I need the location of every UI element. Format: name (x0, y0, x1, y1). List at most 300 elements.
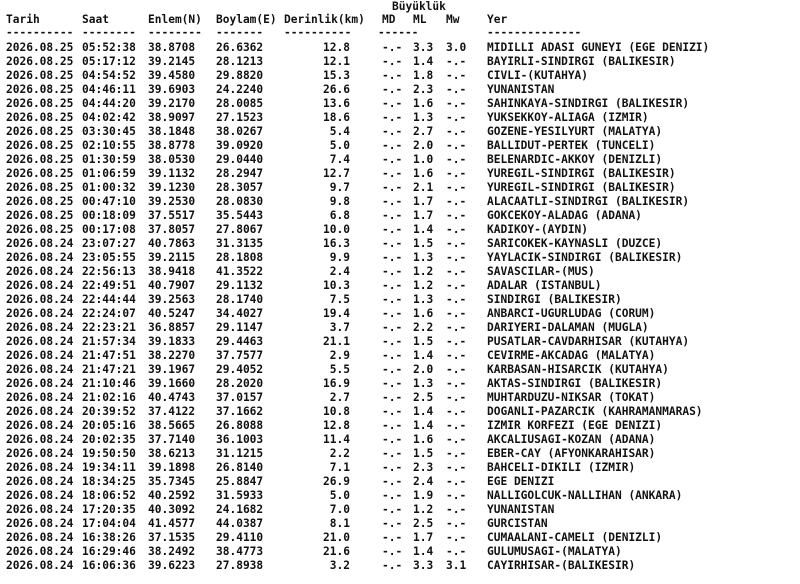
table-row (0, 223, 800, 237)
event-longitude: 26.8088 (216, 419, 264, 432)
event-time: 21:02:16 (82, 391, 136, 404)
table-row (0, 475, 800, 489)
event-place: CIVLI-(KUTAHYA) (487, 69, 589, 82)
event-depth-cell (284, 489, 350, 503)
event-ml: 1.4 (413, 223, 434, 236)
event-depth-cell (284, 447, 350, 461)
event-time: 04:02:42 (82, 111, 136, 124)
event-depth: 12.7 (323, 167, 350, 180)
event-longitude: 28.1808 (216, 251, 264, 264)
event-latitude: 38.8708 (148, 41, 196, 54)
event-ml: 1.2 (413, 265, 434, 278)
event-latitude: 40.7863 (148, 237, 196, 250)
event-place: YUKSEKKOY-ALIAGA (IZMIR) (487, 111, 649, 124)
event-place: YUREGIL-SINDIRGI (BALIKESIR) (487, 181, 676, 194)
event-latitude: 36.8857 (148, 321, 196, 334)
event-depth: 6.8 (329, 209, 350, 222)
event-mw: -.- (446, 363, 467, 376)
event-md: -.- (382, 335, 403, 348)
table-row (0, 195, 800, 209)
event-depth-cell (284, 559, 350, 573)
table-row (0, 307, 800, 321)
event-mw: -.- (446, 69, 467, 82)
table-row (0, 293, 800, 307)
event-mw: -.- (446, 321, 467, 334)
event-latitude: 37.8057 (148, 223, 196, 236)
event-depth: 5.0 (329, 139, 350, 152)
magnitude-group-header: Büyüklük (392, 0, 446, 13)
event-date: 2026.08.25 (6, 97, 74, 110)
event-date: 2026.08.24 (6, 503, 74, 516)
event-depth: 26.6 (323, 83, 350, 96)
event-time: 23:07:27 (82, 237, 136, 250)
event-depth-cell (284, 433, 350, 447)
event-place: AKTAS-SINDIRGI (BALIKESIR) (487, 377, 663, 390)
event-depth: 7.1 (329, 461, 350, 474)
event-ml: 1.5 (413, 335, 434, 348)
event-depth: 21.0 (323, 531, 350, 544)
event-ml: 1.5 (413, 237, 434, 250)
event-latitude: 39.2115 (148, 251, 196, 264)
event-depth: 2.4 (329, 265, 350, 278)
event-depth-cell (284, 41, 350, 55)
event-depth-cell (284, 265, 350, 279)
event-place: DOGANLI-PAZARCIK (KAHRAMANMARAS) (487, 405, 703, 418)
event-ml: 2.5 (413, 517, 434, 530)
event-time: 04:54:52 (82, 69, 136, 82)
event-md: -.- (382, 195, 403, 208)
magnitude-group-header-line (0, 0, 800, 14)
event-md: -.- (382, 559, 403, 572)
event-place: AKCALIUSAGI-KOZAN (ADANA) (487, 433, 656, 446)
event-place: CUMAALANI-CAMELI (DENIZLI) (487, 531, 663, 544)
event-ml: 1.6 (413, 307, 434, 320)
event-ml: 2.5 (413, 391, 434, 404)
event-depth-cell (284, 181, 350, 195)
event-time: 01:06:59 (82, 167, 136, 180)
event-date: 2026.08.24 (6, 405, 74, 418)
event-mw: -.- (446, 167, 467, 180)
event-date: 2026.08.25 (6, 111, 74, 124)
event-time: 16:38:26 (82, 531, 136, 544)
event-depth: 5.5 (329, 363, 350, 376)
event-depth-cell (284, 377, 350, 391)
event-md: -.- (382, 139, 403, 152)
event-md: -.- (382, 461, 403, 474)
event-md: -.- (382, 391, 403, 404)
event-ml: 2.1 (413, 181, 434, 194)
table-row (0, 237, 800, 251)
column-header-row (0, 13, 800, 27)
event-ml: 1.7 (413, 209, 434, 222)
separator-longitude: ------- (216, 26, 264, 39)
event-mw: -.- (446, 97, 467, 110)
event-ml: 1.4 (413, 419, 434, 432)
event-longitude: 37.1662 (216, 405, 264, 418)
table-row (0, 41, 800, 55)
event-ml: 1.4 (413, 405, 434, 418)
event-date: 2026.08.25 (6, 125, 74, 138)
event-depth-cell (284, 307, 350, 321)
event-date: 2026.08.25 (6, 153, 74, 166)
event-date: 2026.08.24 (6, 349, 74, 362)
event-ml: 1.7 (413, 195, 434, 208)
event-depth-cell (284, 223, 350, 237)
event-longitude: 41.3522 (216, 265, 264, 278)
event-time: 05:17:12 (82, 55, 136, 68)
event-time: 03:30:45 (82, 125, 136, 138)
table-row (0, 545, 800, 559)
event-date: 2026.08.24 (6, 265, 74, 278)
event-mw: -.- (446, 139, 467, 152)
event-longitude: 25.8847 (216, 475, 264, 488)
event-date: 2026.08.25 (6, 41, 74, 54)
event-date: 2026.08.24 (6, 559, 74, 572)
event-mw: 3.1 (446, 559, 467, 572)
event-md: -.- (382, 405, 403, 418)
header-md: MD (382, 13, 396, 26)
event-longitude: 37.7577 (216, 349, 264, 362)
event-time: 01:00:32 (82, 181, 136, 194)
event-place: EBER-CAY (AFYONKARAHISAR) (487, 447, 656, 460)
event-md: -.- (382, 83, 403, 96)
event-depth: 7.5 (329, 293, 350, 306)
event-md: -.- (382, 433, 403, 446)
event-depth: 2.2 (329, 447, 350, 460)
event-latitude: 38.1848 (148, 125, 196, 138)
event-longitude: 39.0920 (216, 139, 264, 152)
event-place: MIDILLI ADASI GUNEYI (EGE DENIZI) (487, 41, 710, 54)
event-place: SINDIRGI (BALIKESIR) (487, 293, 622, 306)
event-depth-cell (284, 419, 350, 433)
table-row (0, 335, 800, 349)
event-date: 2026.08.24 (6, 475, 74, 488)
separator-place: -------------- (487, 26, 582, 39)
event-time: 02:10:55 (82, 139, 136, 152)
event-time: 20:02:35 (82, 433, 136, 446)
event-latitude: 40.4743 (148, 391, 196, 404)
event-ml: 3.3 (413, 559, 434, 572)
event-latitude: 39.2145 (148, 55, 196, 68)
event-date: 2026.08.24 (6, 335, 74, 348)
event-place: YUNANISTAN (487, 503, 555, 516)
event-longitude: 29.1147 (216, 321, 264, 334)
event-longitude: 24.2240 (216, 83, 264, 96)
event-depth-cell (284, 279, 350, 293)
event-latitude: 37.1535 (148, 531, 196, 544)
event-depth-cell (284, 237, 350, 251)
event-depth: 16.9 (323, 377, 350, 390)
event-time: 18:34:25 (82, 475, 136, 488)
event-longitude: 26.6362 (216, 41, 264, 54)
event-mw: -.- (446, 475, 467, 488)
event-ml: 2.3 (413, 83, 434, 96)
table-row (0, 559, 800, 573)
event-ml: 1.3 (413, 111, 434, 124)
event-depth-cell (284, 139, 350, 153)
event-place: BELENARDIC-AKKOY (DENIZLI) (487, 153, 663, 166)
table-row (0, 69, 800, 83)
event-md: -.- (382, 349, 403, 362)
event-depth: 26.9 (323, 475, 350, 488)
event-depth-cell (284, 153, 350, 167)
event-latitude: 39.2563 (148, 293, 196, 306)
event-longitude: 27.8938 (216, 559, 264, 572)
event-date: 2026.08.24 (6, 293, 74, 306)
event-place: GULUMUSAGI-(MALATYA) (487, 545, 622, 558)
event-longitude: 36.1003 (216, 433, 264, 446)
event-depth: 16.3 (323, 237, 350, 250)
table-row (0, 209, 800, 223)
table-row (0, 391, 800, 405)
event-depth-cell (284, 405, 350, 419)
event-place: YUREGIL-SINDIRGI (BALIKESIR) (487, 167, 676, 180)
table-row (0, 447, 800, 461)
event-depth-cell (284, 293, 350, 307)
event-longitude: 27.1523 (216, 111, 264, 124)
event-ml: 1.4 (413, 55, 434, 68)
event-mw: -.- (446, 433, 467, 446)
event-place: KADIKOY-(AYDIN) (487, 223, 589, 236)
event-ml: 1.6 (413, 97, 434, 110)
event-longitude: 29.8820 (216, 69, 264, 82)
header-ml: ML (413, 13, 427, 26)
event-latitude: 39.1898 (148, 461, 196, 474)
event-time: 22:24:07 (82, 307, 136, 320)
event-longitude: 28.0085 (216, 97, 264, 110)
event-date: 2026.08.24 (6, 251, 74, 264)
event-latitude: 41.4577 (148, 517, 196, 530)
event-depth: 9.8 (329, 195, 350, 208)
event-latitude: 38.5665 (148, 419, 196, 432)
event-mw: -.- (446, 153, 467, 166)
event-longitude: 28.3057 (216, 181, 264, 194)
event-md: -.- (382, 125, 403, 138)
table-row (0, 55, 800, 69)
event-depth-cell (284, 125, 350, 139)
event-place: SARICOKEK-KAYNASLI (DUZCE) (487, 237, 663, 250)
event-mw: -.- (446, 489, 467, 502)
event-longitude: 24.1682 (216, 503, 264, 516)
event-place: NALLIGOLCUK-NALLIHAN (ANKARA) (487, 489, 683, 502)
event-mw: -.- (446, 349, 467, 362)
event-latitude: 39.2170 (148, 97, 196, 110)
event-place: SAVASCILAR-(MUS) (487, 265, 595, 278)
event-md: -.- (382, 545, 403, 558)
event-ml: 1.2 (413, 279, 434, 292)
event-longitude: 29.4052 (216, 363, 264, 376)
event-longitude: 31.3135 (216, 237, 264, 250)
event-date: 2026.08.25 (6, 139, 74, 152)
event-mw: -.- (446, 307, 467, 320)
event-time: 20:05:16 (82, 419, 136, 432)
event-mw: -.- (446, 111, 467, 124)
event-date: 2026.08.24 (6, 279, 74, 292)
event-longitude: 28.2020 (216, 377, 264, 390)
event-ml: 1.3 (413, 251, 434, 264)
event-mw: -.- (446, 447, 467, 460)
separator-depth: ---------- (284, 26, 352, 39)
event-depth-cell (284, 167, 350, 181)
event-time: 21:47:21 (82, 363, 136, 376)
event-date: 2026.08.25 (6, 167, 74, 180)
event-place: DARIYERI-DALAMAN (MUGLA) (487, 321, 649, 334)
event-depth-cell (284, 531, 350, 545)
event-latitude: 40.5247 (148, 307, 196, 320)
event-mw: -.- (446, 335, 467, 348)
event-place: ADALAR (ISTANBUL) (487, 279, 602, 292)
table-row (0, 461, 800, 475)
event-longitude: 34.4027 (216, 307, 264, 320)
event-longitude: 38.4773 (216, 545, 264, 558)
event-date: 2026.08.25 (6, 181, 74, 194)
event-mw: -.- (446, 517, 467, 530)
table-row (0, 139, 800, 153)
table-row (0, 153, 800, 167)
event-ml: 1.6 (413, 167, 434, 180)
event-ml: 1.4 (413, 349, 434, 362)
separator-magnitude: ------ (378, 26, 419, 39)
event-time: 16:06:36 (82, 559, 136, 572)
event-md: -.- (382, 377, 403, 390)
event-ml: 2.7 (413, 125, 434, 138)
event-depth-cell (284, 391, 350, 405)
event-time: 04:46:11 (82, 83, 136, 96)
event-ml: 1.3 (413, 293, 434, 306)
event-date: 2026.08.25 (6, 55, 74, 68)
event-mw: 3.0 (446, 41, 467, 54)
event-latitude: 39.1230 (148, 181, 196, 194)
event-ml: 2.0 (413, 139, 434, 152)
event-date: 2026.08.24 (6, 307, 74, 320)
event-time: 00:17:08 (82, 223, 136, 236)
event-depth-cell (284, 69, 350, 83)
event-mw: -.- (446, 265, 467, 278)
event-mw: -.- (446, 237, 467, 250)
event-md: -.- (382, 55, 403, 68)
event-depth-cell (284, 55, 350, 69)
event-depth: 21.1 (323, 335, 350, 348)
event-depth: 12.1 (323, 55, 350, 68)
event-depth: 9.7 (329, 181, 350, 194)
event-place: BALLIDUT-PERTEK (TUNCELI) (487, 139, 656, 152)
event-longitude: 27.8067 (216, 223, 264, 236)
event-time: 22:49:51 (82, 279, 136, 292)
event-ml: 1.9 (413, 489, 434, 502)
event-longitude: 38.0267 (216, 125, 264, 138)
event-latitude: 38.2492 (148, 545, 196, 558)
event-mw: -.- (446, 195, 467, 208)
event-longitude: 29.4463 (216, 335, 264, 348)
event-ml: 1.2 (413, 503, 434, 516)
event-latitude: 38.6213 (148, 447, 196, 460)
event-mw: -.- (446, 419, 467, 432)
table-row (0, 419, 800, 433)
event-depth: 5.4 (329, 125, 350, 138)
event-md: -.- (382, 181, 403, 194)
event-ml: 2.3 (413, 461, 434, 474)
event-longitude: 35.5443 (216, 209, 264, 222)
event-md: -.- (382, 279, 403, 292)
table-row (0, 265, 800, 279)
event-time: 19:34:11 (82, 461, 136, 474)
event-depth-cell (284, 475, 350, 489)
event-depth: 15.3 (323, 69, 350, 82)
event-longitude: 44.0387 (216, 517, 264, 530)
event-md: -.- (382, 153, 403, 166)
event-latitude: 37.7140 (148, 433, 196, 446)
event-md: -.- (382, 209, 403, 222)
event-longitude: 31.1215 (216, 447, 264, 460)
event-time: 21:10:46 (82, 377, 136, 390)
event-depth-cell (284, 363, 350, 377)
event-latitude: 38.0530 (148, 153, 196, 166)
event-mw: -.- (446, 279, 467, 292)
event-date: 2026.08.25 (6, 209, 74, 222)
event-latitude: 39.6903 (148, 83, 196, 96)
table-row (0, 349, 800, 363)
event-depth-cell (284, 335, 350, 349)
event-time: 20:39:52 (82, 405, 136, 418)
event-latitude: 38.2270 (148, 349, 196, 362)
event-md: -.- (382, 97, 403, 110)
header-separator-row (0, 26, 800, 40)
event-depth: 8.1 (329, 517, 350, 530)
event-md: -.- (382, 321, 403, 334)
event-ml: 3.3 (413, 41, 434, 54)
event-depth-cell (284, 503, 350, 517)
event-date: 2026.08.25 (6, 223, 74, 236)
event-time: 22:56:13 (82, 265, 136, 278)
event-depth-cell (284, 349, 350, 363)
event-longitude: 29.4110 (216, 531, 264, 544)
event-depth: 18.6 (323, 111, 350, 124)
event-depth-cell (284, 209, 350, 223)
event-md: -.- (382, 167, 403, 180)
event-date: 2026.08.24 (6, 489, 74, 502)
event-md: -.- (382, 69, 403, 82)
event-latitude: 37.4122 (148, 405, 196, 418)
event-depth: 13.6 (323, 97, 350, 110)
event-longitude: 37.0157 (216, 391, 264, 404)
table-row (0, 167, 800, 181)
event-longitude: 31.5933 (216, 489, 264, 502)
event-mw: -.- (446, 223, 467, 236)
event-date: 2026.08.24 (6, 545, 74, 558)
event-latitude: 38.9418 (148, 265, 196, 278)
event-time: 17:04:04 (82, 517, 136, 530)
event-place: EGE DENIZI (487, 475, 555, 488)
event-date: 2026.08.24 (6, 321, 74, 334)
event-time: 21:47:51 (82, 349, 136, 362)
event-longitude: 26.8140 (216, 461, 264, 474)
event-latitude: 40.7907 (148, 279, 196, 292)
event-date: 2026.08.24 (6, 237, 74, 250)
event-place: IZMIR KORFEZI (EGE DENIZI) (487, 419, 663, 432)
event-latitude: 39.1132 (148, 167, 196, 180)
event-time: 01:30:59 (82, 153, 136, 166)
header-mw: Mw (446, 13, 460, 26)
event-latitude: 38.8778 (148, 139, 196, 152)
table-row (0, 377, 800, 391)
event-mw: -.- (446, 377, 467, 390)
event-depth-cell (284, 195, 350, 209)
table-row (0, 83, 800, 97)
event-ml: 1.4 (413, 545, 434, 558)
event-md: -.- (382, 489, 403, 502)
event-longitude: 28.1213 (216, 55, 264, 68)
event-mw: -.- (446, 461, 467, 474)
